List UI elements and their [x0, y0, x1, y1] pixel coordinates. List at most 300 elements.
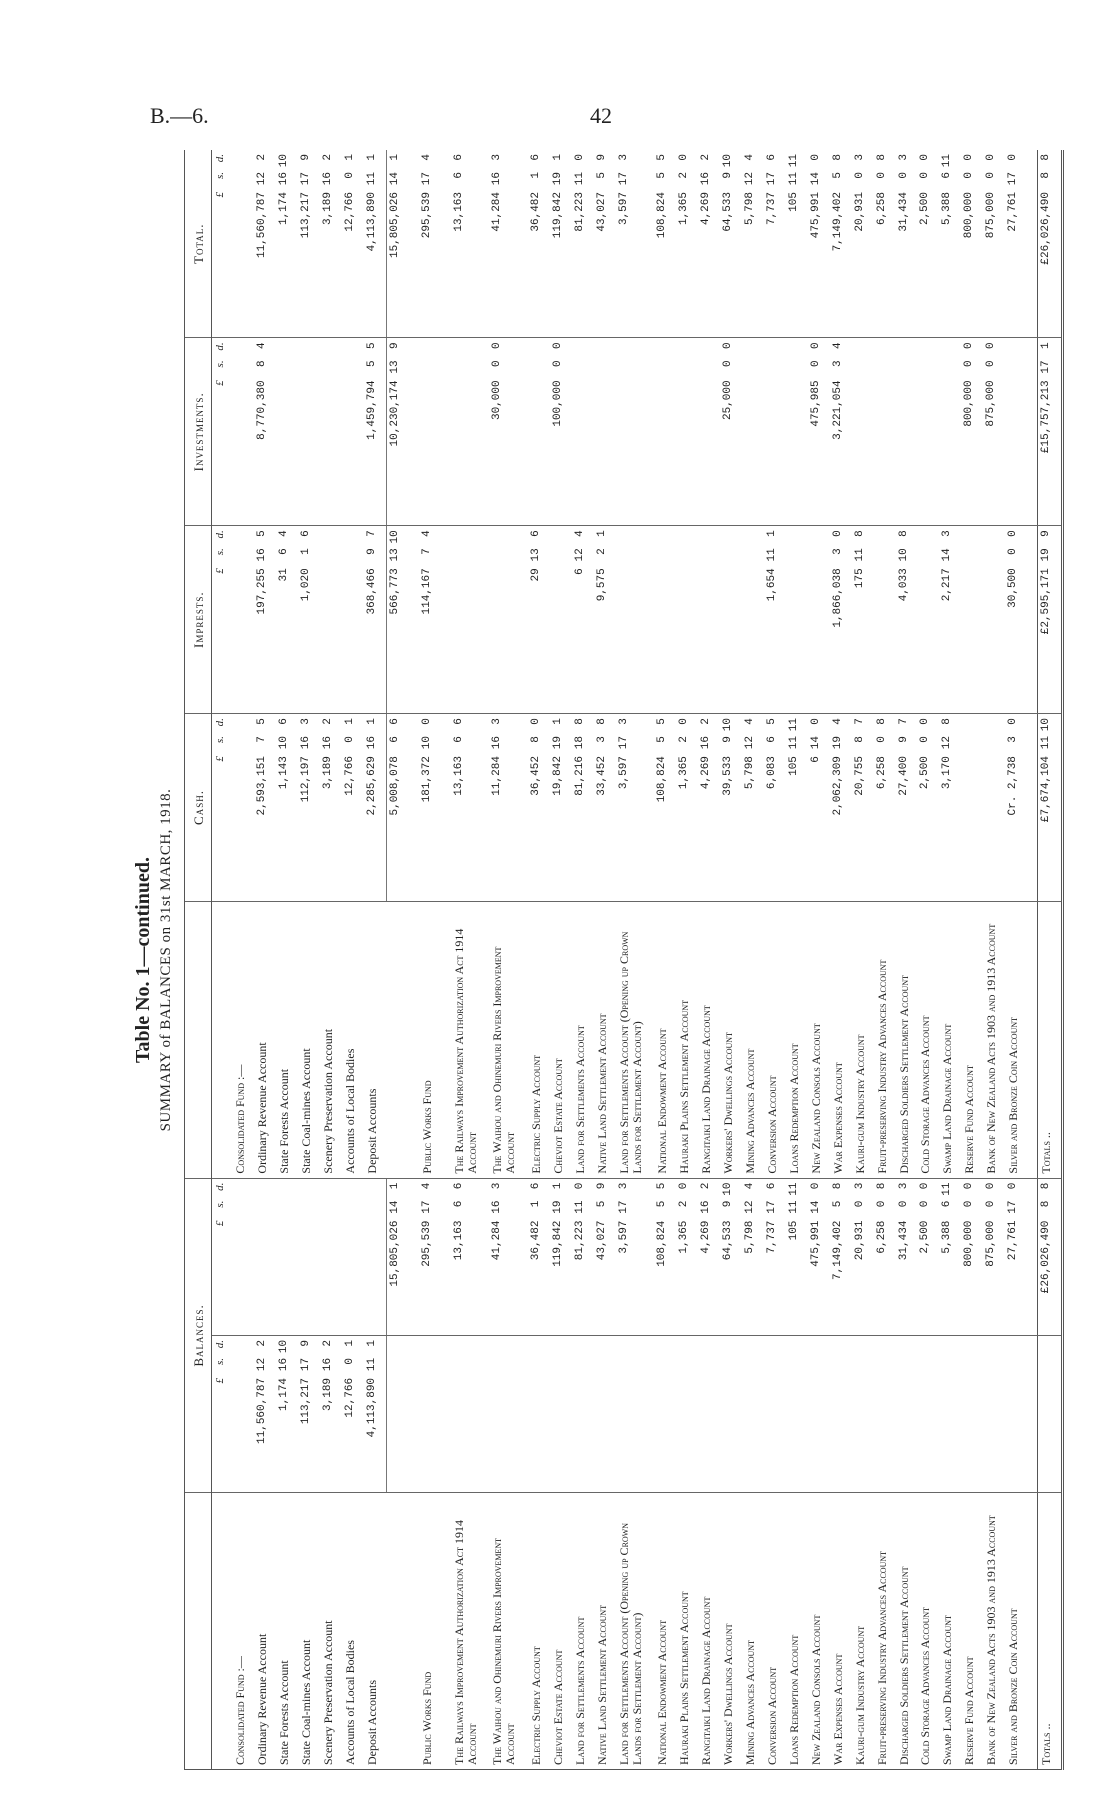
amount-cell [364, 1335, 387, 1492]
shillings-value: 0 [551, 360, 564, 368]
amount-cell [676, 526, 698, 714]
shillings-value: 2 [678, 1200, 691, 1208]
pounds-value: £7,674,104 [1040, 756, 1053, 823]
money-group [700, 154, 713, 333]
empty-cell [939, 1335, 961, 1492]
pounds-value: £15,757,213 [1040, 380, 1053, 454]
empty-cell [917, 1335, 939, 1492]
account-label: Electric Supply Account [528, 901, 550, 1178]
empty-cell [232, 150, 254, 338]
pence-value: 4 [573, 530, 586, 537]
shillings-value: 9 [897, 736, 910, 743]
pence-value: 5 [656, 154, 669, 161]
header-total: Total. [185, 150, 212, 338]
amount-cell [808, 150, 830, 338]
pence-value: 1 [343, 1339, 356, 1347]
pounds-value: 39,533 [722, 756, 735, 796]
spacer-cell [1027, 714, 1038, 902]
amount-cell [364, 338, 387, 526]
money-group [700, 718, 713, 897]
amount-cell [961, 714, 983, 902]
amount-cell [786, 526, 808, 714]
money-group [256, 342, 269, 521]
pence-value: 7 [365, 530, 378, 537]
shillings-value: 0 [853, 1200, 866, 1208]
pence-value: 0 [809, 718, 822, 725]
pounds-value: 875,000 [985, 192, 998, 239]
pence-unit: d. [214, 1182, 226, 1191]
money-group [322, 1340, 335, 1488]
pence-value: 6 [766, 154, 779, 161]
money-group [421, 154, 434, 333]
amount-cell [298, 1335, 320, 1492]
amount-cell [528, 714, 550, 902]
shillings-value: 0 [919, 736, 932, 743]
units-group [214, 1340, 227, 1488]
shillings-value: 6 [388, 736, 401, 743]
pounds-value: 875,000 [985, 380, 998, 427]
shillings-value: 11 [573, 1200, 586, 1214]
amount-cell [451, 714, 490, 902]
account-row [830, 150, 852, 1770]
amount-cell [896, 1178, 918, 1335]
amount-cell [654, 714, 676, 902]
pounds-value: 15,805,026 [388, 1220, 401, 1287]
shillings-value: 10 [897, 548, 910, 562]
shillings-value: 16 [321, 172, 334, 186]
shillings-value: 17 [766, 172, 779, 186]
consolidated-row [254, 150, 276, 1770]
account-label: Public Works Fund [419, 901, 441, 1178]
amount-cell [917, 338, 939, 526]
empty-cell [616, 1335, 655, 1492]
pence-value: 11 [941, 1182, 954, 1196]
shillings-value: 11 [365, 172, 378, 186]
money-group [453, 154, 466, 333]
money-group [941, 530, 954, 709]
pence-value: 2 [700, 718, 713, 725]
shillings-value: 9 [722, 1200, 735, 1208]
money-group [322, 718, 335, 897]
amount-cell [852, 714, 874, 902]
consolidated-row [364, 150, 387, 1770]
money-group [453, 718, 466, 897]
shillings-value: 12 [255, 1357, 268, 1372]
money-group [919, 1183, 932, 1331]
money-group [810, 342, 823, 521]
consolidated-row [320, 150, 342, 1770]
spacer-cell [1027, 1335, 1038, 1492]
shillings-value: 5 [831, 172, 844, 179]
amount-cell [419, 150, 441, 338]
money-group [788, 718, 801, 897]
amount-cell [489, 150, 528, 338]
units-cell [212, 526, 233, 714]
amount-cell [808, 1178, 830, 1335]
shillings-value: 16 [700, 172, 713, 186]
pence-value: 1 [551, 718, 564, 725]
pounds-value: 30,000 [491, 380, 504, 421]
pounds-value: 7,737 [766, 192, 779, 226]
pence-value: 0 [678, 718, 691, 725]
amount-cell [874, 1178, 896, 1335]
spacer-cell [441, 714, 451, 902]
pence-value: 0 [530, 718, 543, 725]
pounds-value: 4,033 [897, 568, 910, 602]
money-group [552, 154, 565, 333]
pounds-value: 100,000 [551, 380, 564, 427]
amount-cell [489, 526, 528, 714]
account-label: The Railways Improvement Authorization Act 1914 Account [451, 901, 490, 1178]
shillings-value: 1 [299, 548, 312, 555]
shillings-unit: s. [214, 1357, 226, 1365]
pounds-value: 1,654 [766, 568, 779, 602]
shillings-value: 19 [1040, 548, 1053, 562]
pounds-value: 295,539 [420, 192, 433, 239]
pounds-value: 5,798 [744, 1220, 757, 1254]
empty-cell [830, 1335, 852, 1492]
money-group [322, 154, 335, 333]
pounds-value: 119,842 [551, 192, 564, 239]
amount-cell [572, 150, 594, 338]
money-group [552, 718, 565, 897]
amount-cell [419, 1178, 441, 1335]
pounds-value: 475,985 [809, 380, 822, 427]
amount-cell [830, 1178, 852, 1335]
shillings-value: 5 [595, 172, 608, 179]
money-group [854, 1183, 867, 1331]
pounds-value: 4,269 [700, 1220, 713, 1254]
units-cell [212, 901, 233, 1178]
pounds-unit: £ [214, 1377, 226, 1384]
empty-cell [298, 1178, 320, 1335]
pence-value: 0 [919, 718, 932, 725]
pounds-value: 368,466 [365, 568, 378, 615]
amount-cell [698, 1178, 720, 1335]
account-label: Totals .. [1038, 1493, 1063, 1770]
amount-cell [808, 714, 830, 902]
pence-value: 3 [897, 1182, 910, 1190]
pence-value: 8 [897, 530, 910, 537]
money-group [618, 154, 631, 333]
amount-cell [764, 150, 786, 338]
pence-value: 4 [744, 718, 757, 725]
shillings-unit: s. [214, 172, 226, 180]
account-row [917, 150, 939, 1770]
account-label: Discharged Soldiers Settlement Account [896, 1493, 918, 1770]
empty-cell [961, 1335, 983, 1492]
money-group [256, 1340, 269, 1488]
account-row [808, 150, 830, 1770]
pounds-value: 41,284 [491, 1220, 504, 1261]
pence-value: 0 [491, 342, 504, 350]
pounds-unit: £ [214, 568, 226, 574]
amount-cell [528, 150, 550, 338]
pounds-value: 175 [853, 568, 866, 589]
shillings-value: 19 [551, 1200, 564, 1214]
money-group [832, 1183, 845, 1331]
amount-cell [852, 526, 874, 714]
amount-cell [298, 338, 320, 526]
money-group [788, 1183, 801, 1331]
amount-cell [676, 150, 698, 338]
pence-value: 0 [420, 718, 433, 725]
amount-cell [961, 338, 983, 526]
amount-cell [917, 714, 939, 902]
spacer-cell [409, 901, 419, 1178]
totals-row [1038, 150, 1063, 1770]
empty-cell [320, 1178, 342, 1335]
amount-cell [917, 526, 939, 714]
shillings-value: 0 [853, 172, 866, 179]
money-group [919, 718, 932, 897]
consolidated-row [276, 150, 298, 1770]
amount-cell [594, 1178, 616, 1335]
amount-cell [342, 714, 364, 902]
money-group [278, 530, 291, 709]
pounds-unit: £ [214, 192, 226, 198]
spacer-row [1027, 150, 1038, 1770]
pence-value: 1 [343, 718, 356, 725]
pence-value: 4 [420, 530, 433, 537]
empty-cell [808, 1335, 830, 1492]
money-group [552, 1183, 565, 1331]
pounds-value: 15,805,026 [388, 192, 401, 259]
pence-value: 11 [787, 1182, 800, 1196]
account-label: Scenery Preservation Account [320, 1493, 342, 1770]
account-row [550, 150, 572, 1770]
account-label: Bank of New Zealand Acts 1903 and 1913 Account [983, 1493, 1005, 1770]
pounds-value: 114,167 [420, 568, 433, 615]
pence-value: 3 [491, 154, 504, 161]
pence-unit: d. [214, 530, 226, 539]
account-label: Workers' Dwellings Account [720, 901, 742, 1178]
empty-cell [764, 1335, 786, 1492]
units-group [214, 530, 227, 709]
amount-cell [342, 1335, 364, 1492]
pence-value: 8 [875, 1182, 888, 1190]
money-group [278, 154, 291, 333]
shillings-value: 18 [573, 736, 586, 750]
money-group [810, 154, 823, 333]
account-row [654, 150, 676, 1770]
account-row [451, 150, 490, 1770]
shillings-value: 16 [299, 736, 312, 750]
shillings-value: 8 [530, 736, 543, 743]
pounds-value: 19,842 [551, 756, 564, 796]
amount-cell [254, 1335, 276, 1492]
pounds-value: 5,388 [941, 1220, 954, 1254]
amount-cell [1005, 338, 1027, 526]
pounds-value: 27,761 [1007, 1220, 1020, 1261]
pence-value: 10 [722, 718, 735, 732]
spacer-cell [441, 901, 451, 1178]
pence-value: 1 [551, 154, 564, 161]
amount-cell [342, 338, 364, 526]
money-group [854, 530, 867, 709]
amount-cell [451, 338, 490, 526]
amount-cell [320, 526, 342, 714]
shillings-value: 0 [343, 1357, 356, 1365]
pounds-value: 7,149,402 [831, 1220, 844, 1280]
empty-cell [364, 1178, 387, 1335]
shillings-value: 11 [787, 1200, 800, 1214]
account-row [764, 150, 786, 1770]
shillings-value: 12 [744, 172, 757, 186]
spacer-cell [409, 526, 419, 714]
money-group [678, 1183, 691, 1331]
pence-value: 1 [1040, 342, 1053, 350]
pence-unit: d. [214, 154, 226, 163]
amount-cell [298, 150, 320, 338]
shillings-value: 8 [255, 360, 268, 368]
spacer-cell [409, 1493, 419, 1770]
spacer-cell [409, 338, 419, 526]
amount-cell [698, 338, 720, 526]
public-works-row [419, 150, 441, 1770]
pounds-value: 1,459,794 [365, 380, 378, 440]
money-group [985, 1183, 998, 1331]
money-group [941, 154, 954, 333]
amount-cell [852, 1178, 874, 1335]
pounds-value: 566,773 [388, 568, 401, 615]
blank-label [386, 901, 409, 1178]
money-group [421, 530, 434, 709]
shillings-value: 9 [365, 548, 378, 555]
header-cash: Cash. [185, 714, 212, 902]
shillings-value: 12 [744, 1200, 757, 1214]
pence-value: 7 [897, 718, 910, 725]
pounds-unit: £ [214, 380, 226, 386]
pounds-value: 43,027 [595, 1220, 608, 1261]
account-label: Ordinary Revenue Account [254, 1493, 276, 1770]
pence-value: 2 [321, 154, 334, 161]
shillings-unit: s. [214, 736, 226, 744]
amount-cell [594, 150, 616, 338]
pounds-value: 13,163 [452, 1220, 465, 1261]
shillings-value: 16 [365, 736, 378, 750]
shillings-value: 16 [700, 1200, 713, 1214]
amount-cell [320, 338, 342, 526]
pence-value: 4 [420, 154, 433, 161]
money-group [366, 530, 379, 709]
pence-unit: d. [214, 1339, 226, 1349]
shillings-value: 17 [1007, 1200, 1020, 1214]
amount-cell [830, 526, 852, 714]
spacer-cell [1027, 901, 1038, 1178]
pence-value: 5 [656, 1182, 669, 1190]
pence-value: 0 [573, 1182, 586, 1190]
spacer-cell [441, 526, 451, 714]
account-label: Deposit Accounts [364, 1493, 387, 1770]
amount-cell [386, 338, 409, 526]
empty-cell [232, 714, 254, 902]
pounds-value: 31,434 [897, 192, 910, 232]
money-group [1040, 342, 1053, 521]
shillings-value: 6 [452, 736, 465, 743]
money-group [256, 530, 269, 709]
amount-cell [1038, 150, 1063, 338]
shillings-value: 17 [299, 1357, 312, 1372]
amount-cell [654, 526, 676, 714]
pounds-value: 64,533 [722, 1220, 735, 1261]
shillings-value: 5 [656, 736, 669, 743]
amount-cell [528, 1178, 550, 1335]
units-cell [212, 714, 233, 902]
amount-cell [961, 1178, 983, 1335]
shillings-value: 9 [722, 172, 735, 179]
pence-value: 6 [452, 1182, 465, 1190]
empty-cell [594, 1335, 616, 1492]
account-label: Electric Supply Account [528, 1493, 550, 1770]
empty-cell [720, 1335, 742, 1492]
pounds-value: 8,770,380 [255, 380, 268, 440]
shillings-value: 17 [1007, 172, 1020, 186]
pence-value: 8 [941, 718, 954, 725]
amount-cell [572, 526, 594, 714]
money-group [941, 1183, 954, 1331]
pounds-value: 7,737 [766, 1220, 779, 1254]
amount-cell [254, 150, 276, 338]
pounds-value: 6 [573, 568, 586, 575]
account-label: Cold Storage Advances Account [917, 901, 939, 1178]
money-group [530, 154, 543, 333]
amount-cell [874, 526, 896, 714]
money-group [766, 718, 779, 897]
amount-cell [720, 338, 742, 526]
money-group [574, 154, 587, 333]
pounds-value: 64,533 [722, 192, 735, 232]
money-group [389, 154, 402, 333]
units-cell [212, 1493, 233, 1770]
pence-value: 0 [573, 154, 586, 161]
pence-value: 0 [1007, 718, 1020, 725]
pence-value: 0 [809, 1182, 822, 1190]
pounds-value: 108,824 [656, 756, 669, 803]
pounds-value: 181,372 [420, 756, 433, 803]
account-label: The Waihou and Ohinemuri Rivers Improvement Account [489, 1493, 528, 1770]
money-group [366, 718, 379, 897]
pence-value: 0 [919, 154, 932, 161]
amount-cell [342, 150, 364, 338]
money-group [596, 154, 609, 333]
money-group [898, 718, 911, 897]
amount-cell [572, 714, 594, 902]
money-group [421, 718, 434, 897]
money-group [366, 154, 379, 333]
pence-value: 9 [299, 1339, 312, 1347]
units-cell [212, 338, 233, 526]
pounds-value: 29 [530, 568, 543, 582]
pence-value: 3 [853, 154, 866, 161]
pence-value: 1 [343, 154, 356, 161]
shillings-value: 11 [365, 1357, 378, 1372]
empty-cell [489, 1335, 528, 1492]
pounds-value: 27,400 [897, 756, 910, 796]
pence-value: 9 [595, 154, 608, 161]
money-group [366, 342, 379, 521]
money-group [941, 718, 954, 897]
pence-value: 0 [809, 342, 822, 350]
shillings-value: 14 [809, 736, 822, 750]
money-group [766, 154, 779, 333]
pence-value: 0 [722, 342, 735, 350]
pence-value: 10 [722, 154, 735, 168]
amount-cell [254, 526, 276, 714]
pounds-value: 2,285,629 [365, 756, 378, 816]
money-group [744, 1183, 757, 1331]
amount-cell [654, 1178, 676, 1335]
